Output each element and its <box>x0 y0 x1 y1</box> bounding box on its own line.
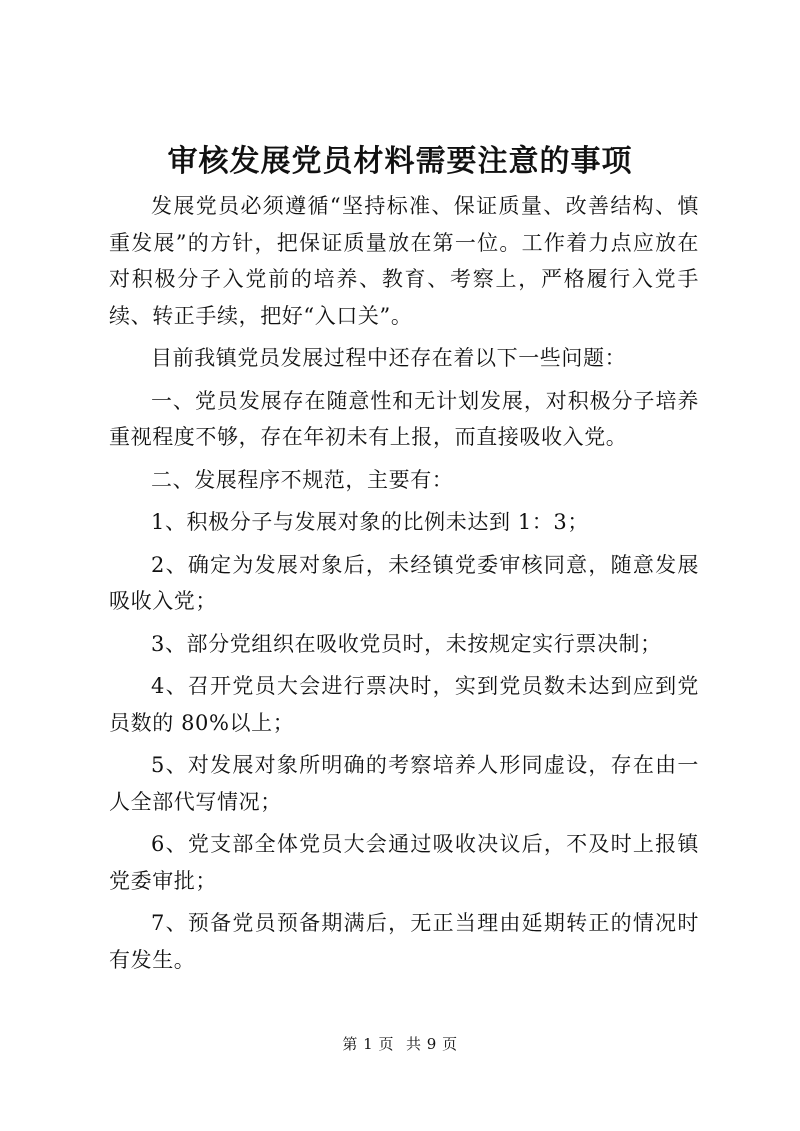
paragraph-intro: 发展党员必须遵循“坚持标准、保证质量、改善结构、慎重发展”的方针，把保证质量放在第一位。工作着力点应放在对积极分子入党前的培养、教育、考察上，严格履行入党手续、转正手续，把好“入口关”。 <box>109 194 699 328</box>
paragraph-problems-lead: 目前我镇党员发展过程中还存在着以下一些问题： <box>151 346 627 370</box>
paragraph-issue-two: 二、发展程序不规范，主要有： <box>151 467 454 492</box>
document-title: 审核发展党员材料需要注意的事项 <box>167 144 633 179</box>
list-item-7: 7、预备党员预备期满后，无正当理由延期转正的情况时有发生。 <box>109 911 699 972</box>
list-item-6: 6、党支部全体党员大会通过吸收决议后，不及时上报镇党委审批； <box>109 832 699 893</box>
document-body <box>109 188 699 978</box>
paragraph-issue-one: 一、党员发展存在随意性和无计划发展，对积极分子培养重视程度不够，存在年初未有上报，而直接吸收入党。 <box>109 388 699 449</box>
list-item-5: 5、对发展对象所明确的考察培养人形同虚设，存在由一人全部代写情况； <box>109 753 699 814</box>
page-number: 第 1 页 <box>342 1035 394 1053</box>
list-item-4: 4、召开党员大会进行票决时，实到党员数未达到应到党员数的 80%以上； <box>109 674 699 735</box>
page-total: 共 9 页 <box>406 1035 458 1053</box>
list-item-3: 3、部分党组织在吸收党员时，未按规定实行票决制； <box>151 631 662 656</box>
list-item-2: 2、确定为发展对象后，未经镇党委审核同意，随意发展吸收入党； <box>109 552 699 613</box>
page-footer <box>0 1033 800 1055</box>
list-item-1: 1、积极分子与发展对象的比例未达到 1：3； <box>151 510 589 534</box>
